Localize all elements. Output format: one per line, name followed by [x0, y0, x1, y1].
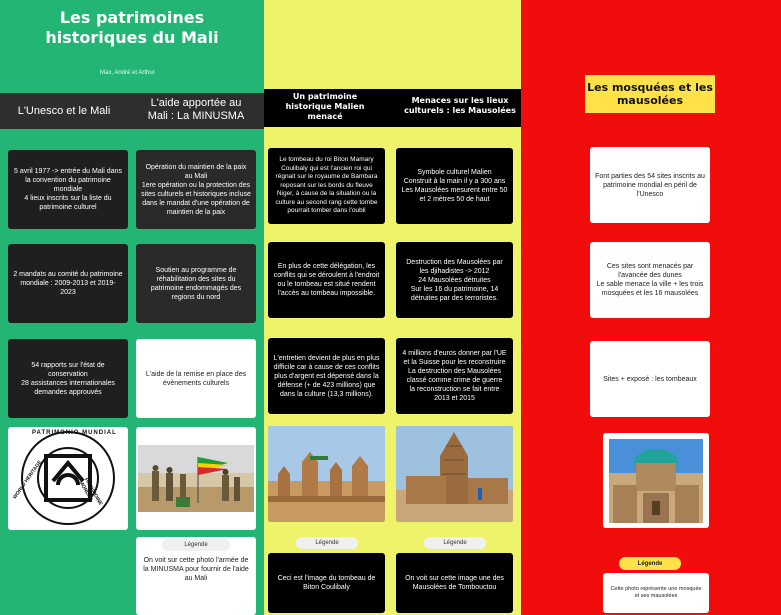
page-title	[0, 8, 264, 48]
mausolee-card-2: Destruction des Mausolées par les djihadistes -> 2012 24 Mausolées détruites Sur les 16 du patrimoine, 14 détruites par des terroristes.	[396, 242, 513, 318]
mosquee-legend-card: Cette photo représente une mosquée et ses mausolées	[603, 573, 709, 613]
header-patrimoine-menace: Un patrimoine historique Malien menacé	[285, 92, 365, 121]
unesco-card-1: 5 avril 1977 -> entrée du Mali dans la convention du patrimoine mondiale 4 lieux inscrits sur la liste du patrimoine culturel	[8, 150, 128, 229]
tombeau-legend-pill: Légende	[296, 537, 358, 549]
minusma-card-3: L'aide de la remise en place des évènements culturels	[136, 339, 256, 418]
mosquee-photo	[603, 433, 709, 528]
tombeau-card-1: Le tombeau du roi Biton Mamary Coulibaly qui est l'ancien roi qui régnait sur le royaume de Bambara reposant sur les bords du fleuve Niger, à cause de la situation ou la culture au second rang cette tombe pourrait tomber dans l'oubli	[268, 148, 385, 224]
header-unesco: L'Unesco et le Mali	[17, 105, 111, 117]
mosquees-title: Les mosquées et les mausolées	[585, 75, 715, 113]
tombeau-photo	[268, 426, 385, 522]
unesco-card-2: 2 mandats au comité du patrimoine mondiale : 2009-2013 et 2019-2023	[8, 244, 128, 323]
mausolee-photo	[396, 426, 513, 522]
minusma-photo	[136, 427, 256, 530]
logo-text-left: WORLD HERITAGE	[12, 459, 44, 501]
header-menaces-mausolees: Menaces sur les lieux culturels : les Mausolées	[404, 96, 516, 115]
header-minusma: L'aide apportée au Mali : La MINUSMA	[147, 97, 245, 122]
minusma-legend-pill: Légende	[162, 539, 230, 551]
mausolee-legend-card: On voit sur cette image une des Mausolées de Tombouctou	[396, 553, 513, 613]
mosquee-legend-pill: Légende	[619, 557, 681, 570]
mosquee-card-1: Font parties des 54 sites inscrits au patrimoine mondial en péril de l'Unesco	[590, 147, 710, 223]
minusma-legend-text: On voit sur cette photo l'armée de la MINUSMA pour fournir de l'aide au Mali	[143, 557, 249, 582]
mausolee-card-1: Symbole culturel Malien Construit à la main il y a 300 ans Les Mausolées mesurent entre 50 et 2 mètres 50 de haut	[396, 148, 513, 224]
tombeau-card-2: En plus de cette délégation, les conflits qui se déroulent à l'endroit ou le tombeau est situé rendent l'accès au tombeau impossible.	[268, 242, 385, 318]
mausolee-photo-card	[396, 426, 513, 522]
mosquee-card-2: Ces sites sont menacés par l'avancée des dunes Le sable menace la ville + les trois mosquées et les 16 mausolées	[590, 242, 710, 318]
yellow-header-bar	[264, 89, 521, 127]
mosquee-photo-card	[603, 433, 709, 528]
tombeau-photo-card	[268, 426, 385, 522]
minusma-photo-card	[136, 427, 256, 530]
logo-text-top: PATRIMONIO MUNDIAL	[32, 430, 117, 436]
world-heritage-logo	[8, 427, 128, 530]
mausolee-legend-pill: Légende	[424, 537, 486, 549]
mausolee-card-3: 4 millions d'euros donner par l'UE et la Suisse pour les reconstruire La destruction des Mausolées classé comme crime de guerre la reconstruction se fait entre 2013 et 2015	[396, 338, 513, 414]
logo-text-right: PATRIMOINE MONDIAL	[77, 477, 104, 507]
title-line-2: historiques du Mali	[45, 28, 219, 47]
title-line-1: Les patrimoines	[59, 8, 205, 27]
green-header-bar	[0, 93, 264, 129]
tombeau-legend-card: Ceci est l'image du tombeau de Biton Coulibaly	[268, 553, 385, 613]
authors: Max, André et Arthur	[100, 70, 155, 76]
unesco-card-3: 54 rapports sur l'état de conservation 28 assistances internationales demandes approuvés	[8, 339, 128, 418]
mosquee-card-3: Sites + exposé : les tombeaux	[590, 341, 710, 417]
minusma-card-1: Opération du maintien de la paix au Mali 1ere opération ou la protection des sites culturels et historiques incluse dans le mandat d'une opération de maintien de la paix	[136, 150, 256, 229]
tombeau-card-3: L'entretien devient de plus en plus difficile car à cause de ces conflits plus d'argent est dépensé dans la défense (+ de 423 millions) que dans la culture (13,3 millions).	[268, 338, 385, 414]
minusma-card-2: Soutien au programme de réhabilitation des sites du patrimoine endommagés des regions du nord	[136, 244, 256, 323]
